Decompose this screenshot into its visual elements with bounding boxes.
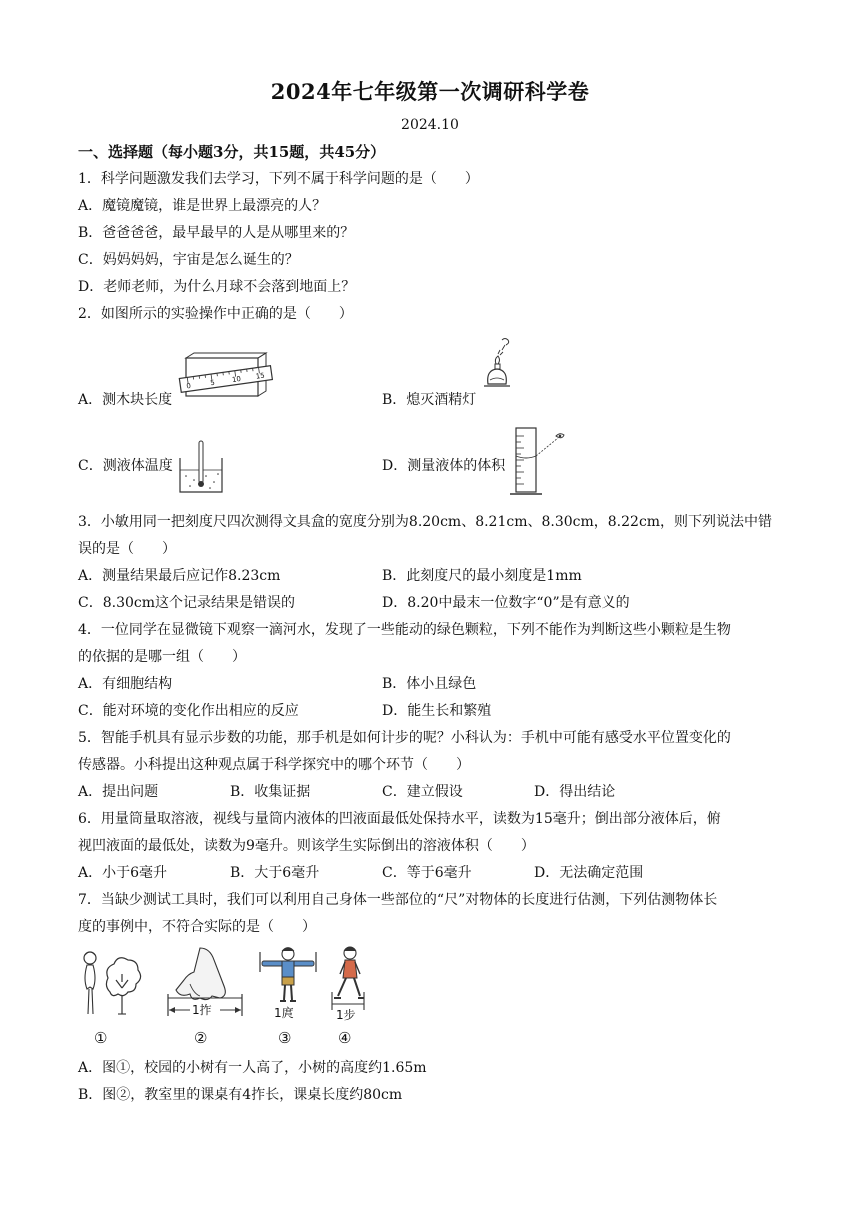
question-4-option-b: B．体小且绿色 [382, 676, 477, 692]
question-6-option-c: C．等于6毫升 [382, 865, 472, 881]
question-4-option-c: C．能对环境的变化作出相应的反应 [78, 703, 299, 719]
question-5-stem-line2: 传感器。小科提出这种观点属于科学探究中的哪个环节（ ） [78, 757, 470, 773]
question-3-stem-line2: 误的是（ ） [78, 541, 176, 557]
question-2-option-d: D．测量液体的体积 [382, 458, 506, 474]
figure-label-3: ③ [278, 1029, 292, 1047]
question-5-stem-line1: 5．智能手机具有显示步数的功能，那手机是如何计步的呢？小科认为：手机中可能有感受水平位置变化的 [78, 730, 731, 746]
unit-label-kuo: 1庹 [274, 1006, 294, 1020]
figure-thermometer-beaker [176, 438, 226, 496]
figure-alcohol-lamp [478, 336, 518, 392]
question-1-option-d: D．老师老师，为什么月球不会落到地面上？ [78, 279, 356, 295]
question-2-option-b: B．熄灭酒精灯 [382, 392, 477, 408]
question-6-stem-line1: 6．用量筒量取溶液，视线与量筒内液体的凹液面最低处保持水平，读数为15毫升；倒出部分液体后，俯 [78, 811, 721, 827]
question-1-stem: 1．科学问题激发我们去学习，下列不属于科学问题的是（ ） [78, 171, 479, 187]
question-4-option-d: D．能生长和繁殖 [382, 703, 492, 719]
question-5-option-b: B．收集证据 [230, 784, 311, 800]
section-heading: 一、选择题（每小题3分，共15题，共45分） [78, 143, 386, 161]
question-3-option-a: A．测量结果最后应记作8.23cm [78, 568, 281, 584]
figure-person-tree [78, 948, 150, 1020]
ruler-tick-5: 5 [209, 378, 216, 388]
ruler-tick-15: 15 [255, 371, 266, 381]
question-7-option-a: A．图①，校园的小树有一人高了，小树的高度约1.65m [78, 1060, 427, 1076]
figure-arm-span [258, 944, 318, 1020]
question-6-option-b: B．大于6毫升 [230, 865, 320, 881]
figure-label-1: ① [94, 1029, 108, 1047]
question-4-stem-line2: 的依据的是哪一组（ ） [78, 649, 246, 665]
question-1-option-a: A．魔镜魔镜，谁是世界上最漂亮的人？ [78, 198, 327, 214]
question-6-option-a: A．小于6毫升 [78, 865, 168, 881]
question-7-stem-line2: 度的事例中，不符合实际的是（ ） [78, 919, 316, 935]
ruler-tick-10: 10 [231, 374, 242, 385]
question-1-option-c: C．妈妈妈妈，宇宙是怎么诞生的？ [78, 252, 299, 268]
question-3-option-c: C．8.30cm这个记录结果是错误的 [78, 595, 295, 611]
question-2-stem: 2．如图所示的实验操作中正确的是（ ） [78, 306, 353, 322]
unit-label-zha: 1拃 [192, 1003, 212, 1017]
figure-measuring-cylinder [508, 424, 570, 498]
question-5-option-d: D．得出结论 [534, 784, 616, 800]
question-6-stem-line2: 视凹液面的最低处，读数为9毫升。则该学生实际倒出的溶液体积（ ） [78, 838, 535, 854]
question-1-option-b: B．爸爸爸爸，最早最早的人是从哪里来的？ [78, 225, 355, 241]
question-3-stem-line1: 3．小敏用同一把刻度尺四次测得文具盒的宽度分别为8.20cm、8.21cm、8.30cm，8.22cm，则下列说法中错 [78, 514, 773, 530]
figure-label-4: ④ [338, 1029, 352, 1047]
unit-label-bu: 1步 [336, 1008, 356, 1022]
question-3-option-d: D．8.20中最末一位数字“0”是有意义的 [382, 595, 630, 611]
question-5-option-a: A．提出问题 [78, 784, 159, 800]
question-2-option-c: C．测液体温度 [78, 458, 173, 474]
question-7-stem-line1: 7．当缺少测试工具时，我们可以利用自己身体一些部位的“尺”对物体的长度进行估测，下列估测物体长 [78, 892, 718, 908]
question-4-option-a: A．有细胞结构 [78, 676, 173, 692]
question-7-option-b: B．图②，教室里的课桌有4拃长，课桌长度约80cm [78, 1087, 403, 1103]
figure-label-2: ② [194, 1029, 208, 1047]
question-5-option-c: C．建立假设 [382, 784, 463, 800]
figure-step [328, 944, 368, 1022]
exam-title: 2024年七年级第一次调研科学卷 [270, 79, 590, 104]
question-6-option-d: D．无法确定范围 [534, 865, 644, 881]
ruler-tick-0: 0 [185, 381, 192, 391]
figure-ruler-block [178, 352, 274, 402]
question-4-stem-line1: 4．一位同学在显微镜下观察一滴河水，发现了一些能动的绿色颗粒，下列不能作为判断这些小颗粒是生物 [78, 622, 731, 638]
figure-hand-span [164, 946, 248, 1016]
question-3-option-b: B．此刻度尺的最小刻度是1mm [382, 568, 582, 584]
exam-date: 2024.10 [401, 117, 459, 133]
question-2-option-a: A．测木块长度 [78, 392, 173, 408]
